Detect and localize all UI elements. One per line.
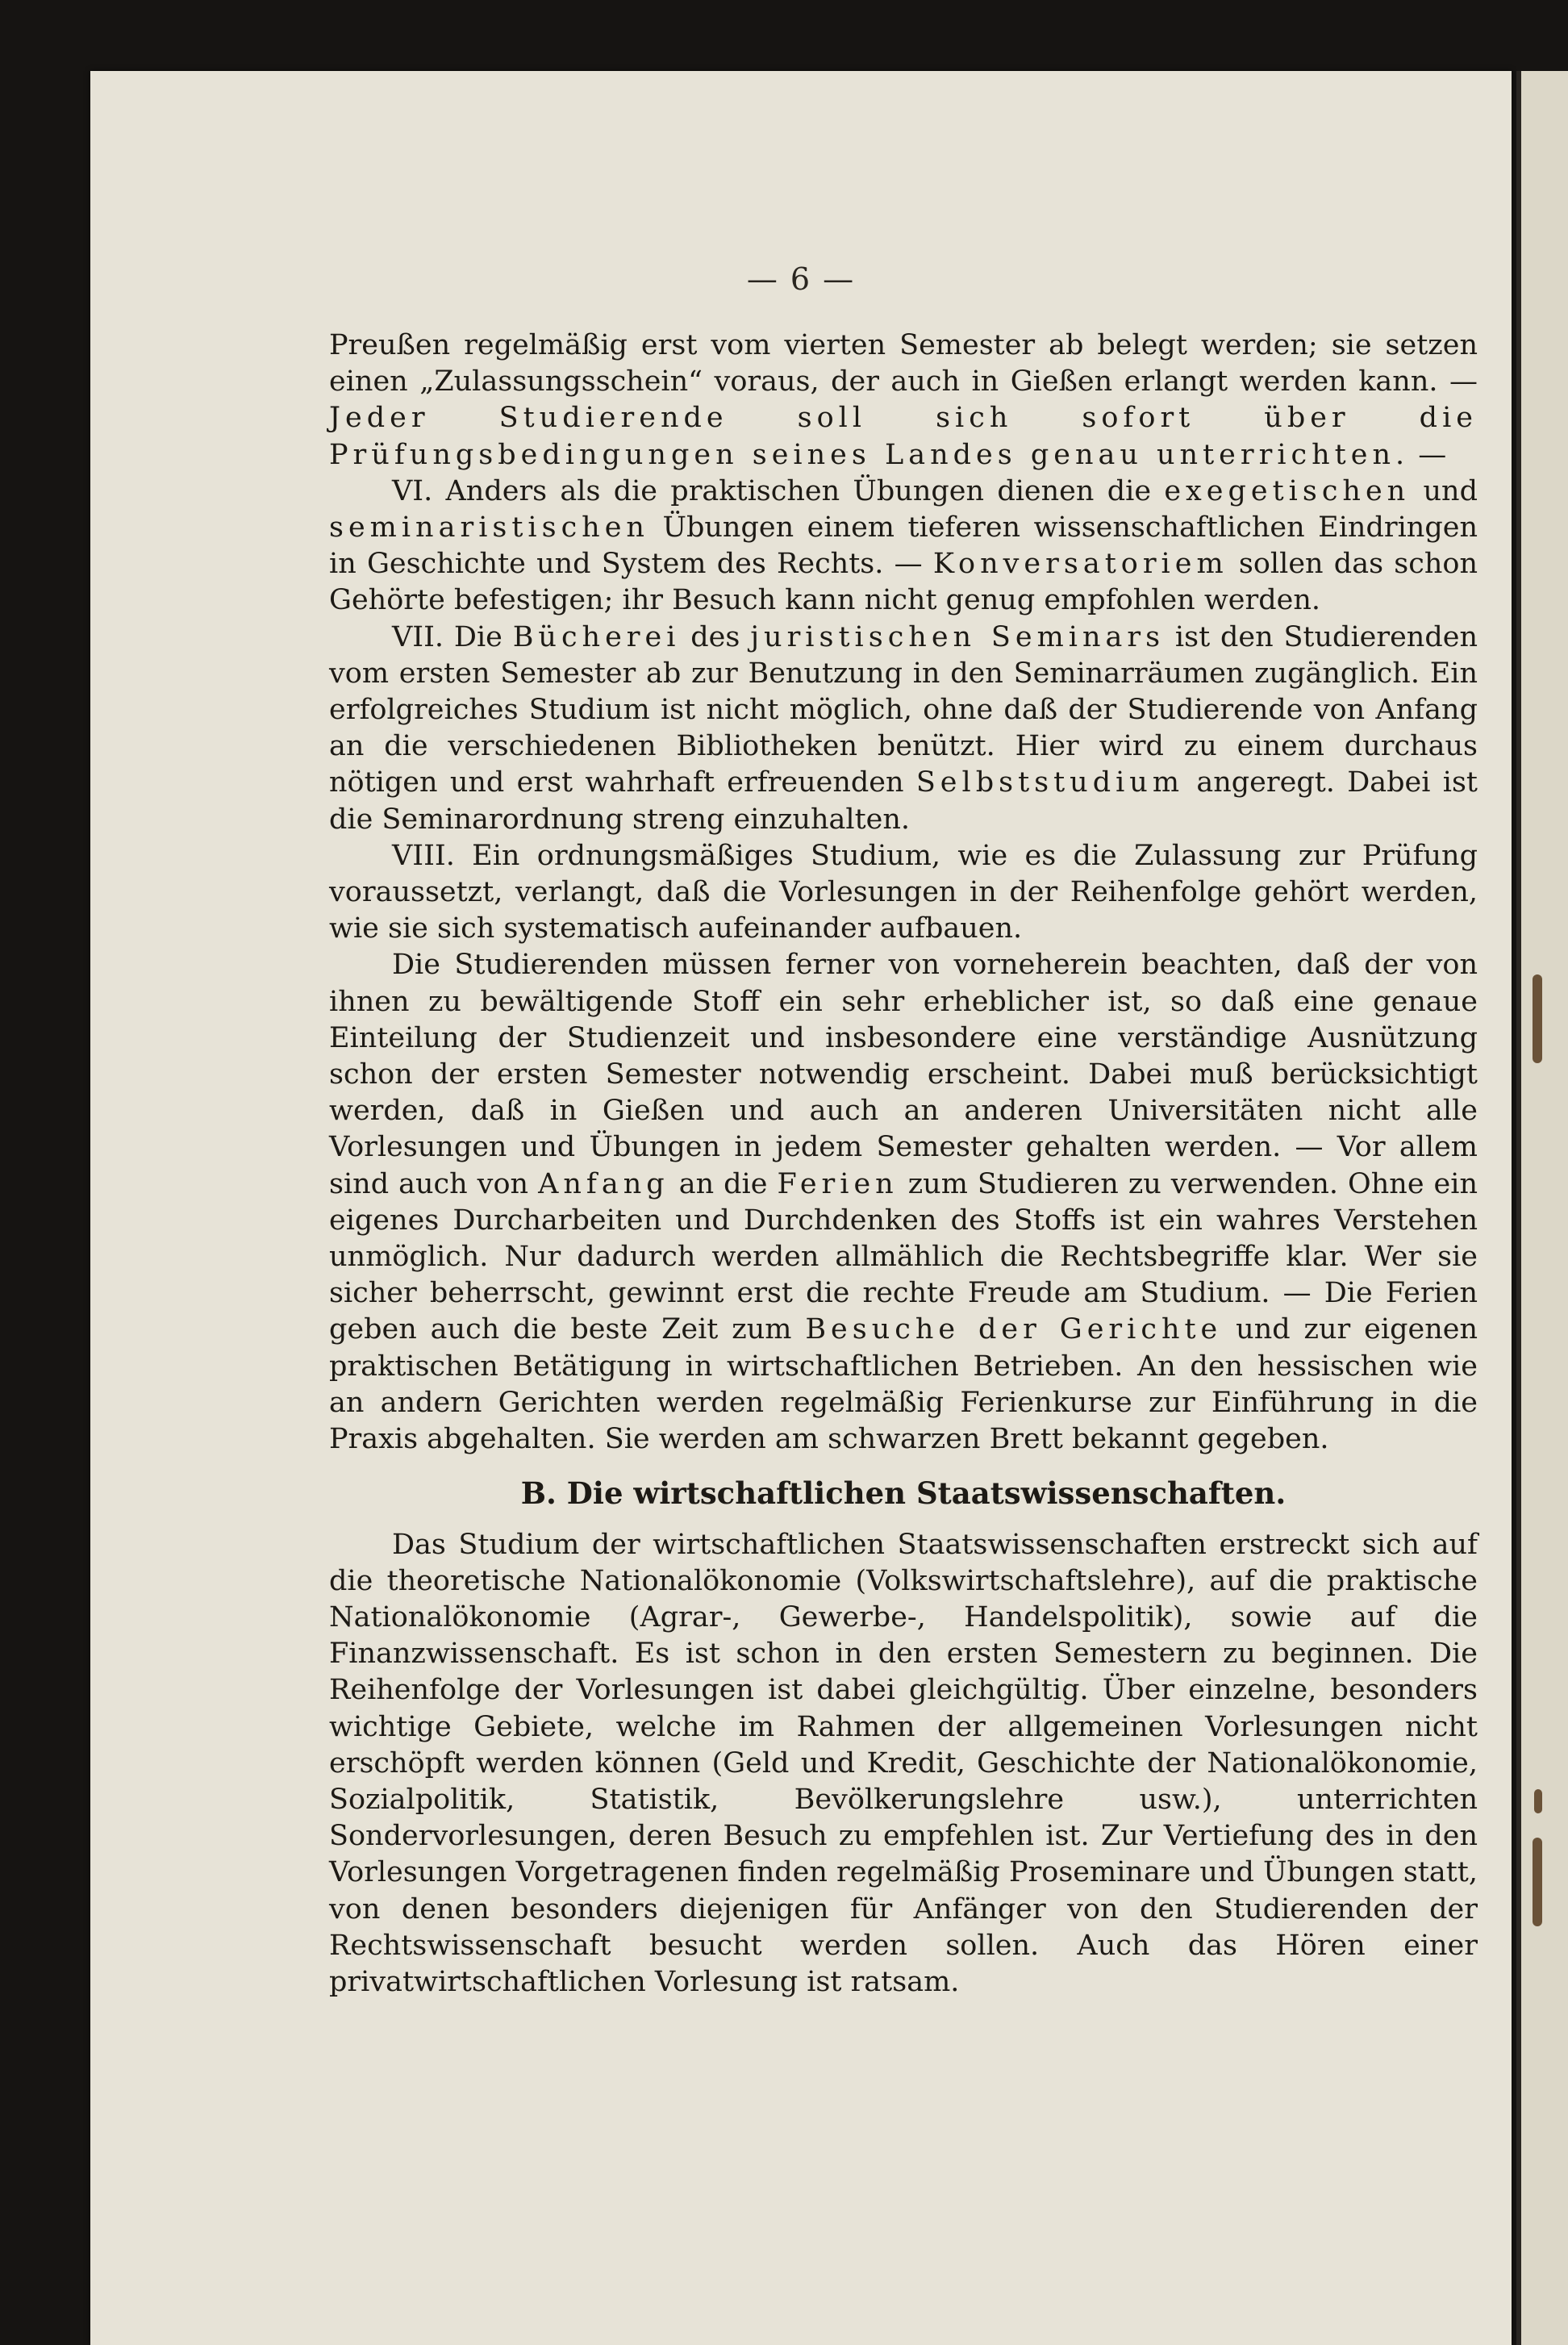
text-segment: VI. Anders als die praktischen Übungen dienen die xyxy=(392,474,1165,507)
emphasized-text: exegetischen xyxy=(1164,474,1411,507)
edge-stain xyxy=(1533,1838,1542,1926)
section-heading xyxy=(329,1475,1478,1512)
text-segment: und xyxy=(1410,474,1478,507)
emphasized-text: Anfang xyxy=(538,1167,669,1200)
text-segment: und zur eigenen praktischen Betätigung in wirtschaftlichen Betrieben. An den hessischen wie an andern Gerichten werden regelmäßig Ferienkurse zur Einführung in die Praxis abgehalten. Sie werden am schwarzen Brett bekannt gegeben. xyxy=(329,1313,1478,1456)
emphasized-text: Selbststudium xyxy=(915,766,1185,799)
paragraph xyxy=(329,947,1478,1458)
text-segment: Die Studierenden müssen ferner von vorneherein beachten, daß der von ihnen zu bewältigende Stoff ein sehr erheblicher ist, so daß eine genaue Einteilung der Studienzeit und insbesondere eine verständige Ausnützung schon der ersten Semester notwendig erscheint. Dabei muß berücksichtigt werden, daß in Gießen und auch an anderen Universitäten nicht alle Vorlesungen und Übungen in jedem Semester gehalten werden. — Vor allem sind auch von xyxy=(329,949,1478,1200)
body-text xyxy=(329,328,1478,2001)
emphasized-text: Ferien xyxy=(777,1167,899,1200)
paragraph xyxy=(329,1527,1478,2001)
text-segment: — xyxy=(1409,438,1447,471)
page-number: — 6 — xyxy=(746,261,856,297)
text-segment: sollen das schon Gehörte befestigen; ihr Besuch kann nicht genug empfohlen werden. xyxy=(329,548,1478,617)
paragraph xyxy=(329,328,1478,474)
text-segment: ist den Studierenden vom ersten Semester ab zur Benutzung in den Seminarräumen zugänglich. Ein erfolgreiches Studium ist nicht möglich, ohne daß der Studierende von Anfang an die verschiedenen Bibliotheken benützt. Hier wird zu einem durchaus nötigen und erst wahrhaft erfreuenden xyxy=(329,620,1478,799)
paragraph xyxy=(329,838,1478,948)
emphasized-text: Jeder Studierende soll sich sofort über die Prüfungsbedingungen seines Landes genau unterrichten. xyxy=(329,402,1478,471)
text-segment: des xyxy=(680,620,751,653)
text-segment: an die xyxy=(669,1167,778,1200)
paragraph xyxy=(329,474,1478,620)
text-segment: zum Studieren zu verwenden. Ohne ein eigenes Durcharbeiten und Durchdenken des Stoffs ist ein wahres Verstehen unmöglich. Nur dadurch werden allmählich die Rechtsbegriffe klar. Wer sie sicher beherrscht, gewinnt erst die rechte Freude am Studium. — Die Ferien geben auch die beste Zeit zum xyxy=(329,1167,1478,1346)
text-segment: B. Die wirtschaftlichen Staatswissenschaften. xyxy=(520,1475,1287,1512)
emphasized-text: Konversatoriem xyxy=(932,548,1228,581)
paragraph xyxy=(329,620,1478,838)
adjacent-page-edge xyxy=(1516,71,1568,2345)
emphasized-text: Besuche der Gerichte xyxy=(805,1313,1223,1346)
text-segment: Das Studium der wirtschaftlichen Staatswissenschaften erstreckt sich auf die theoretische Nationalökonomie (Volkswirtschaftslehre), auf die praktische Nationalökonomie (Agrar-, Gewerbe-, Handelspolitik), sowie auf die Finanzwissenschaft. Es ist schon in den ersten Semestern zu beginnen. Die Reihenfolge der Vorlesungen ist dabei gleichgültig. Über einzelne, besonders wichtige Gebiete, welche im Rahmen der allgemeinen Vorlesungen nicht erschöpft werden können (Geld und Kredit, Geschichte der Nationalökonomie, Sozialpolitik, Statistik, Bevölkerungslehre usw.), unterrichten Sondervorlesungen, deren Besuch zu empfehlen ist. Zur Vertiefung des in den Vorlesungen Vorgetragenen finden regelmäßig Proseminare und Übungen statt, von denen besonders diejenigen für Anfänger von den Studierenden der Rechtswissenschaft besucht werden sollen. Auch das Hören einer privatwirtschaftlichen Vorlesung ist ratsam. xyxy=(329,1528,1478,1998)
edge-stain xyxy=(1533,974,1542,1063)
text-segment: angeregt. Dabei ist die Seminarordnung streng einzuhalten. xyxy=(329,766,1478,836)
text-segment: Preußen regelmäßig erst vom vierten Semester ab belegt werden; sie setzen einen „Zulassungsschein“ voraus, der auch in Gießen erlangt werden kann. — xyxy=(329,329,1478,398)
edge-stain xyxy=(1534,1789,1542,1813)
emphasized-text: juristischen Seminars xyxy=(750,620,1166,653)
text-segment: Übungen einem tieferen wissenschaftlichen Eindringen in Geschichte und System des Rechts. — xyxy=(329,511,1478,581)
text-segment: VIII. Ein ordnungsmäßiges Studium, wie es die Zulassung zur Prüfung voraussetzt, verlangt, daß die Vorlesungen in der Reihenfolge gehört werden, wie sie sich systematisch aufeinander aufbauen. xyxy=(329,839,1478,945)
text-segment: VII. Die xyxy=(392,620,513,653)
emphasized-text: seminaristischen xyxy=(329,511,649,545)
document-page xyxy=(90,71,1512,2345)
emphasized-text: Bücherei xyxy=(512,620,681,653)
